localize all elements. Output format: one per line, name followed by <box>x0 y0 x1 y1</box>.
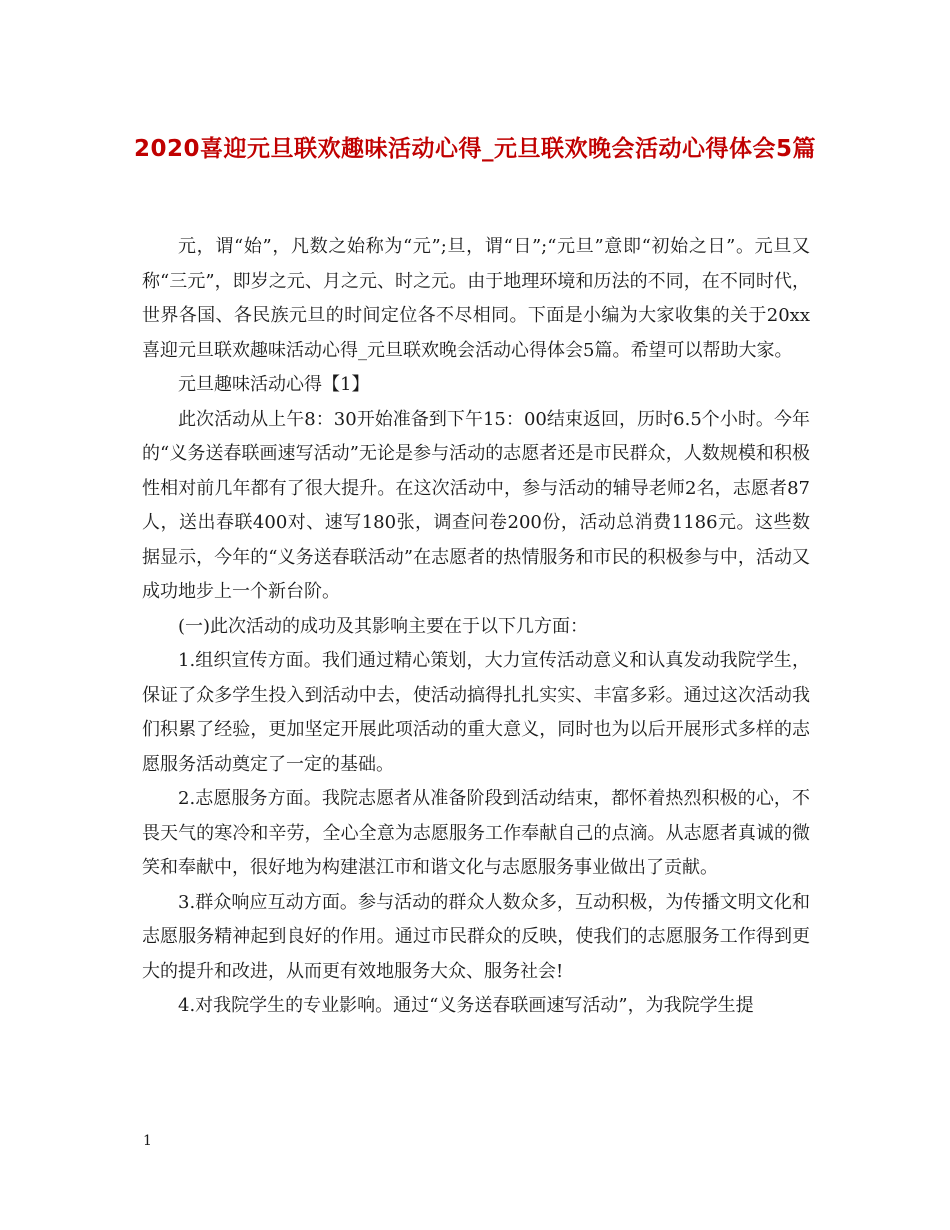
paragraph-public-response: 3.群众响应互动方面。参与活动的群众人数众多，互动积极，为传播文明文化和志愿服务精神起到良好的作用。通过市民群众的反映，使我们的志愿服务工作得到更大的提升和改进，从而更有效地服务大众、服务社会! <box>142 891 810 982</box>
page-number: 1 <box>143 1133 152 1149</box>
document-title: 2020喜迎元旦联欢趣味活动心得_元旦联欢晚会活动心得体会5篇 <box>133 136 817 162</box>
section-heading: 元旦趣味活动心得【1】 <box>178 374 370 395</box>
paragraph-intro: 元，谓“始”，凡数之始称为“元”;旦，谓“日”;“元旦”意即“初始之日”。元旦又称“三元”，即岁之元、月之元、时之元。由于地理环境和历法的不同，在不同时代，世界各国、各民族元旦的时间定位各不尽相同。下面是小编为大家收集的关于20xx喜迎元旦联欢趣味活动心得_元旦联欢晚会活动心得体会5篇。希望可以帮助大家。 <box>142 236 810 361</box>
document-body <box>142 230 810 1024</box>
paragraph-success-factors-heading: (一)此次活动的成功及其影响主要在于以下几方面： <box>178 615 589 637</box>
paragraph-student-impact: 4.对我院学生的专业影响。通过“义务送春联画速写活动”，为我院学生提 <box>178 995 754 1016</box>
paragraph-activity-summary: 此次活动从上午8：30开始准备到下午15：00结束返回，历时6.5个小时。今年的“义务送春联画速写活动”无论是参与活动的志愿者还是市民群众，人数规模和积极性相对前几年都有了很大提升。在这次活动中，参与活动的辅导老师2名，志愿者87人，送出春联400对、速写180张，调查问卷200份，活动总消费1186元。这些数据显示，今年的“义务送春联活动”在志愿者的热情服务和市民的积极参与中，活动又成功地步上一个新台阶。 <box>142 408 810 602</box>
paragraph-volunteer-service: 2.志愿服务方面。我院志愿者从准备阶段到活动结束，都怀着热烈积极的心，不畏天气的寒冷和辛劳，全心全意为志愿服务工作奉献自己的点滴。从志愿者真诚的微笑和奉献中，很好地为构建湛江市和谐文化与志愿服务事业做出了贡献。 <box>142 788 810 878</box>
paragraph-organization: 1.组织宣传方面。我们通过精心策划，大力宣传活动意义和认真发动我院学生，保证了众多学生投入到活动中去，使活动搞得扎扎实实、丰富多彩。通过这次活动我们积累了经验，更加坚定开展此项活动的重大意义，同时也为以后开展形式多样的志愿服务活动奠定了一定的基础。 <box>142 650 810 775</box>
